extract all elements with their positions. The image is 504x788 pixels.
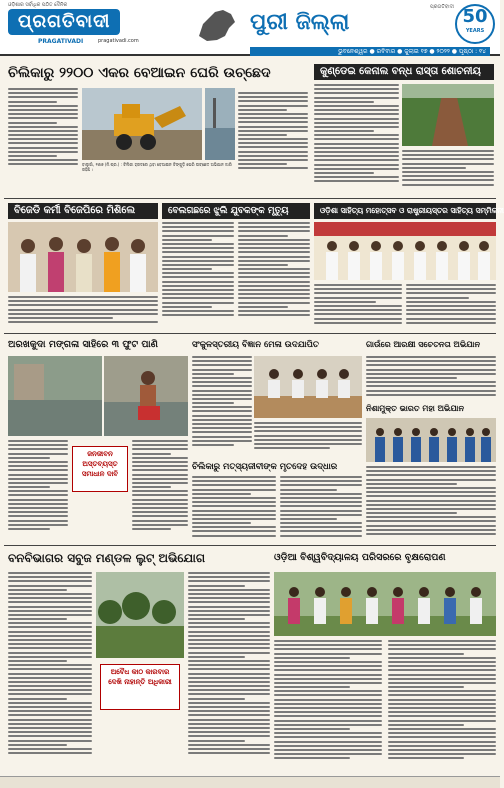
story-youth-death-text-2 (238, 222, 310, 328)
festival-stage-photo (314, 222, 496, 280)
story-literature-festival-headline[interactable]: ଓଡ଼ିଶା ସାହିତ୍ୟ ମହୋତ୍ସବ ଓ ରାଷ୍ଟ୍ରୀୟସ୍ତର ସାହିତ୍ୟ ସମ୍ମିଳନୀ (314, 203, 496, 219)
logo-subtitle: PRAGATIVADI (38, 38, 84, 45)
story-de-addiction-headline[interactable]: ନିଶାମୁକ୍ତ ଭାରତ ମହା ଅଭିଯାନ (366, 404, 465, 413)
story-forest-loot-text (8, 572, 92, 772)
corner-label: ପ୍ରଗତିବାଦୀ (429, 4, 454, 10)
dateline: ଭୁବନେଶ୍ୱର ● ରବିବାର ● ଜୁଲାଇ ୧୭ ● ୨୦୨୨ ● ପୃଷ୍ଠା : ୧୪ (250, 47, 490, 56)
odisha-map-icon (195, 6, 240, 44)
badge-number: 50 (462, 6, 488, 27)
story-plantation-headline[interactable]: ଓଡ଼ିଆ ବିଶ୍ୱବିଦ୍ୟାଳୟ ପରିସରରେ ବୃକ୍ଷରୋପଣ (274, 552, 446, 563)
story-body-recovered-headline[interactable]: ଚିଲିକାରୁ ମତ୍ସ୍ୟଜୀବୀଙ୍କ ମୃତଦେହ ଉଦ୍ଧାର (192, 462, 338, 472)
story-police-awareness-headline[interactable]: ଗାଉଁରେ ଆରକ୍ଷୀ ସଚେତନତା ଅଭିଯାନ (366, 340, 480, 349)
story-chilika-eviction-text-2 (238, 92, 308, 177)
waterlogging-callout: ଜନଜୀବନ ଅସ୍ତବ୍ୟସ୍ତ ସମାଧାନ ଦାବି (72, 446, 128, 492)
footer-strip (0, 776, 500, 788)
story-de-addiction-text (366, 466, 496, 542)
section-divider (4, 333, 496, 334)
story-waterlogging-headline[interactable]: ଅରଖକୁଦା ମଙ୍ଗଳା ସାହିରେ ୩ ଫୁଟ ପାଣି (8, 339, 158, 350)
story-science-fair-headline[interactable]: ସଂକୁଳସ୍ତରୀୟ ବିଜ୍ଞାନ ମେଳା ଉଦଯାପିତ (192, 340, 319, 350)
story-youth-death-headline[interactable]: ବେଲଗଛରେ ଝୁଲି ଯୁବକଙ୍କ ମୃତ୍ୟୁ (162, 203, 310, 219)
story-youth-death-text (162, 222, 234, 328)
excavator-photo (82, 88, 202, 160)
story-police-awareness-text (366, 356, 496, 400)
website-url[interactable]: pragativadi.com (98, 38, 139, 44)
story-science-fair-text-2 (254, 422, 362, 456)
story-plantation-text-2 (388, 640, 496, 772)
newspaper-logo[interactable]: ପ୍ରଗତିବାଦୀ (8, 9, 120, 35)
story-canal-road-headline[interactable]: କୁଣ୍ଡେଇ କେନାଲ ବନ୍ଧ ରାସ୍ତା ଶୋଚନୀୟ (314, 64, 494, 80)
story-party-join-headline[interactable]: ବିଜେଡି କର୍ମୀ ବିଜେପିରେ ମିଶିଲେ (8, 203, 158, 219)
chilika-photo-caption: ବାଲୁଗାଁ, ୧୬ା୭ (ନି.ପ୍ର.) : ଚିଲିକା ହ୍ରଦରେ ଥିବା ବେଆଇନ ଚିଙ୍ଗୁଡ଼ି ଘେରି ଉଚ୍ଛେଦ ଅଭିଯାନ ଜାରି ରହିଛି । (82, 162, 232, 172)
muddy-road-photo (402, 84, 494, 146)
rally-photo (366, 418, 496, 462)
masthead (0, 0, 500, 56)
story-literature-festival-text-2 (406, 284, 496, 328)
edition-name: ପୁରୀ ଜିଲ୍ଲା (250, 10, 350, 35)
story-forest-loot-headline[interactable]: ବନବିଭାଗର ସବୁଜ ମଣ୍ଡଳ ଲୁଟ୍ ଅଭିଯୋଗ (8, 551, 206, 565)
forest-photo (96, 572, 184, 658)
story-canal-road-text (314, 84, 399, 192)
plantation-group-photo (274, 572, 496, 636)
story-waterlogging-text-2 (132, 440, 188, 540)
man-in-water-photo (104, 356, 188, 436)
story-science-fair-text (192, 356, 252, 456)
brand-tagline: ଓଡ଼ିଶାର ସର୍ବାଧିକ ପଠିତ ଦୈନିକ (8, 2, 68, 8)
water-photo (205, 88, 235, 160)
story-forest-loot-text-2 (188, 572, 270, 772)
story-party-join-text (8, 296, 158, 328)
anniversary-badge (455, 4, 495, 44)
story-body-recovered-text-2 (280, 476, 362, 542)
forest-callout: ଅବୈଧ କାଠ କାରବାର ଦେଖି ନାହାନ୍ତି ଅଧିକାରୀ (100, 664, 180, 710)
story-chilika-eviction-text (8, 88, 78, 173)
flooded-street-photo (8, 356, 102, 436)
story-canal-road-text-2 (402, 150, 494, 192)
science-fair-photo (254, 356, 362, 418)
group-photo (8, 222, 158, 292)
story-body-recovered-text (192, 476, 276, 542)
story-literature-festival-text (314, 284, 402, 328)
story-chilika-eviction-headline[interactable]: ଚିଲିକାରୁ ୨୨୦୦ ଏକର ବେଆଇନ ଘେରି ଉଚ୍ଛେଦ (8, 65, 271, 81)
story-plantation-text (274, 640, 382, 772)
badge-subtitle: YEARS (465, 28, 485, 34)
section-divider (4, 545, 496, 546)
section-divider (4, 198, 496, 199)
story-waterlogging-text (8, 440, 68, 540)
